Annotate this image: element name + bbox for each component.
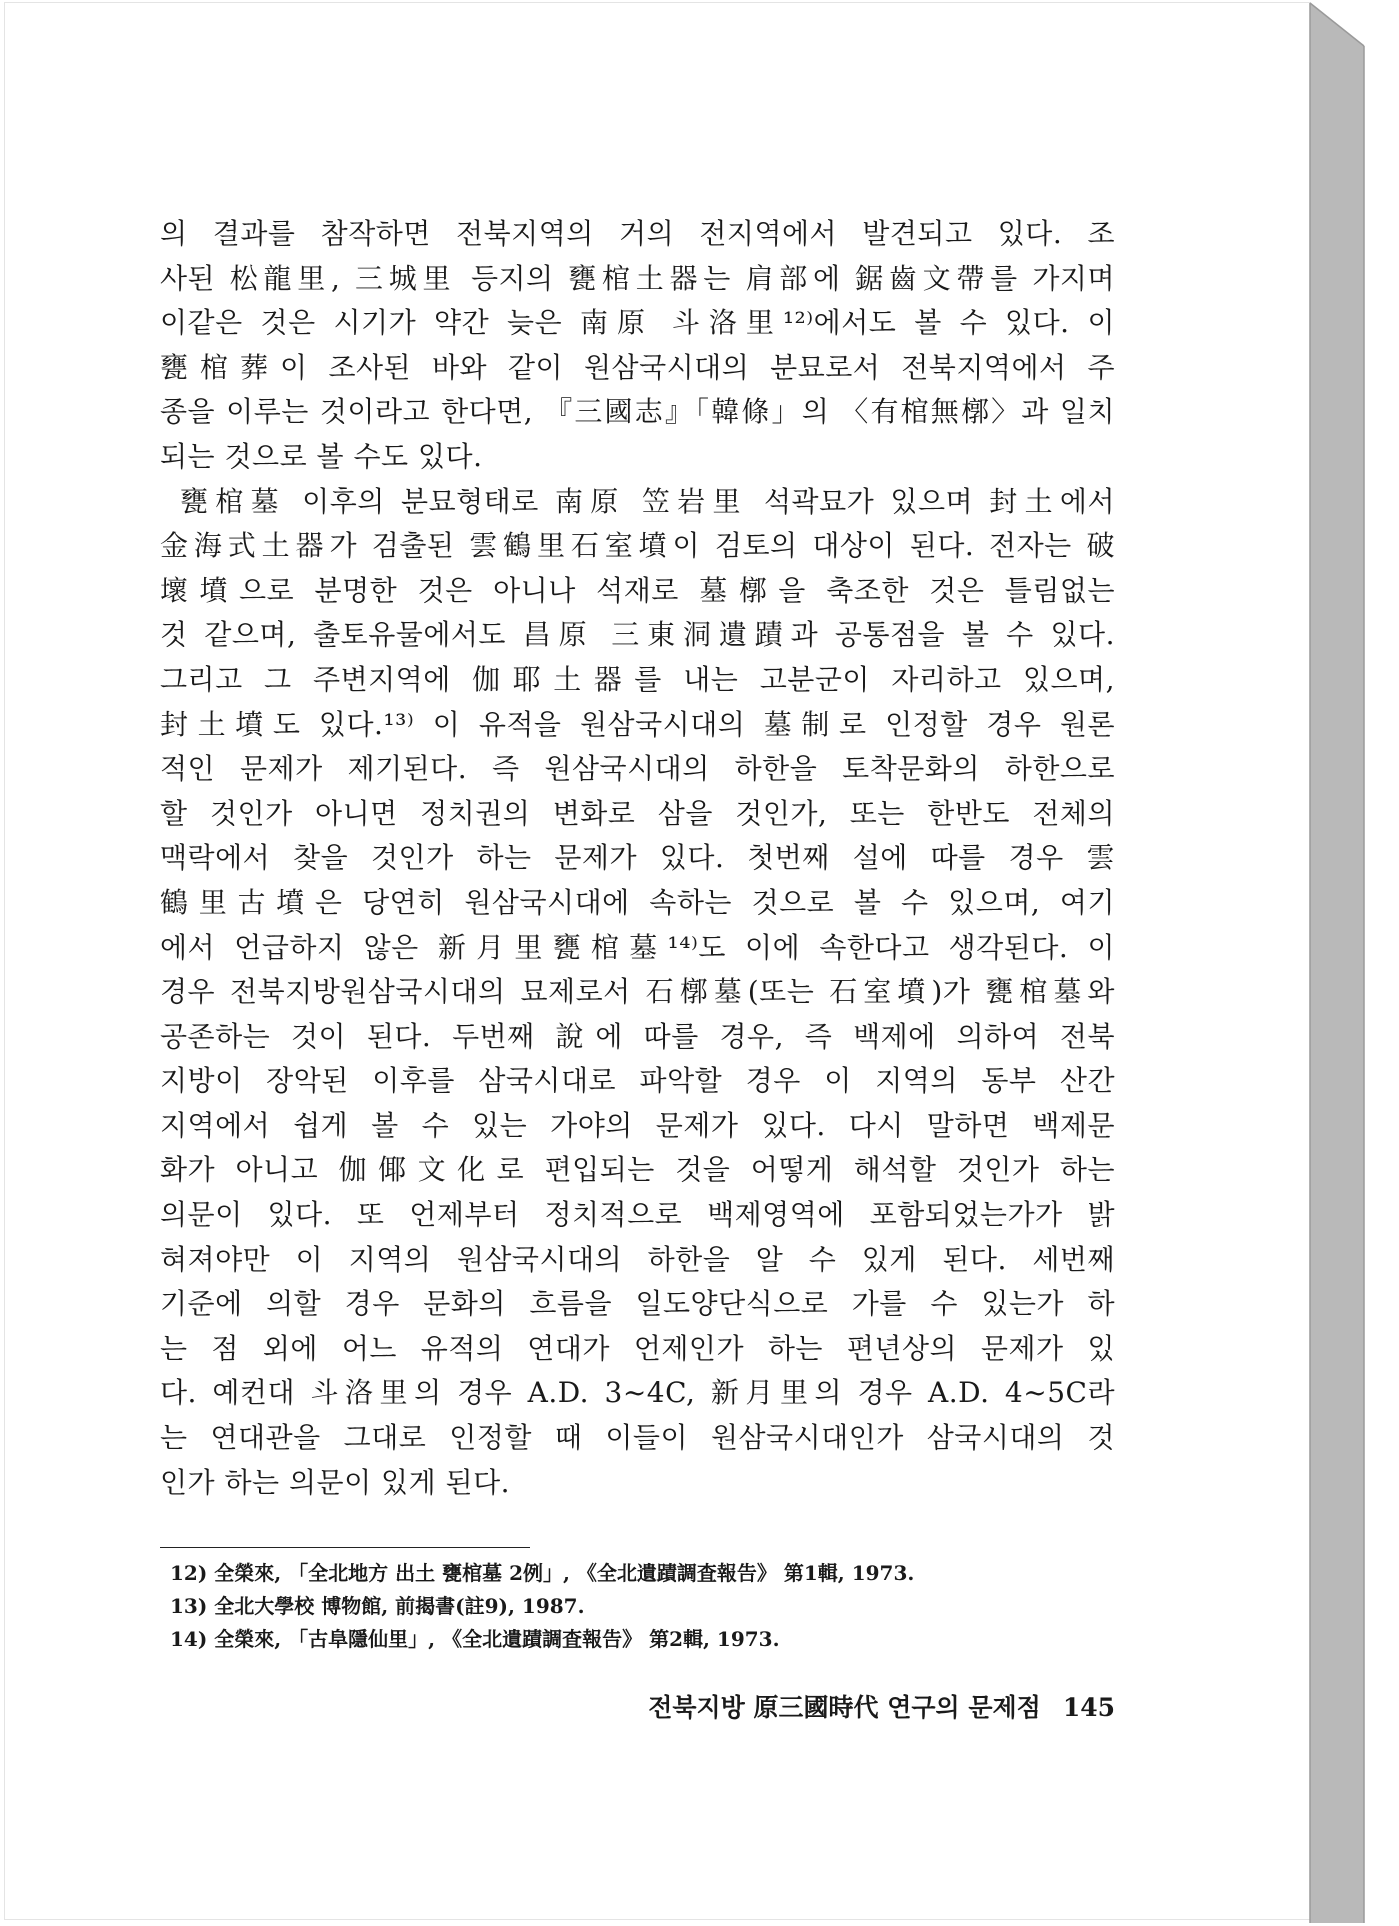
footnote-14: 14) 全榮來, 「古阜隱仙里」, 《全北遺蹟調査報告》 第2輯, 1973. [170, 1627, 780, 1651]
text-line: 공존하는 것이 된다. 두번째 說에 따를 경우, 즉 백제에 의하여 전북 [160, 1019, 1115, 1053]
text-line: 이같은 것은 시기가 약간 늦은 南原 斗洛里¹²⁾에서도 볼 수 있다. 이 [160, 306, 1115, 340]
running-title: 전북지방 原三國時代 연구의 문제점 [648, 1693, 1041, 1722]
body-text [160, 212, 1115, 1505]
text-line: 金海式土器가 검출된 雲鶴里石室墳이 검토의 대상이 된다. 전자는 破 [160, 529, 1115, 563]
text-line: 封土墳도 있다.¹³⁾ 이 유적을 원삼국시대의 墓制로 인정할 경우 원론 [160, 707, 1115, 741]
footnote-13: 13) 全北大學校 博物館, 前揭書(註9), 1987. [170, 1594, 585, 1618]
text-line: 되는 것으로 볼 수도 있다. [160, 439, 483, 473]
text-line: 鶴里古墳은 당연히 원삼국시대에 속하는 것으로 볼 수 있으며, 여기 [160, 885, 1115, 919]
text-line: 그리고 그 주변지역에 伽耶土器를 내는 고분군이 자리하고 있으며, [160, 662, 1115, 696]
text-line: 사된 松龍里, 三城里 등지의 甕棺土器는 肩部에 鋸齒文帶를 가지며 [160, 261, 1115, 295]
paragraph-start-line: 甕棺墓 이후의 분묘형태로 南原 笠岩里 석곽묘가 있으며 封土에서 [180, 484, 1115, 518]
footnote-divider [160, 1547, 530, 1548]
text-line: 혀져야만 이 지역의 원삼국시대의 하한을 알 수 있게 된다. 세번째 [160, 1242, 1115, 1276]
text-line: 甕棺葬이 조사된 바와 같이 원삼국시대의 분묘로서 전북지역에서 주 [160, 350, 1115, 384]
text-line: 의 결과를 참작하면 전북지역의 거의 전지역에서 발견되고 있다. 조 [160, 217, 1115, 250]
text-line: 壞墳으로 분명한 것은 아니나 석재로 墓槨을 축조한 것은 틀림없는 [160, 573, 1115, 607]
text-line: 적인 문제가 제기된다. 즉 원삼국시대의 하한을 토착문화의 하한으로 [160, 752, 1115, 786]
text-line: 화가 아니고 伽倻文化로 편입되는 것을 어떻게 해석할 것인가 하는 [160, 1153, 1115, 1187]
text-line: 는 점 외에 어느 유적의 연대가 언제인가 하는 편년상의 문제가 있 [160, 1331, 1115, 1365]
running-footer [590, 1688, 1115, 1724]
page-number: 145 [1062, 1693, 1115, 1722]
text-line: 경우 전북지방원삼국시대의 묘제로서 石槨墓(또는 石室墳)가 甕棺墓와 [160, 975, 1115, 1009]
text-line: 다. 예컨대 斗洛里의 경우 A.D. 3~4C, 新月里의 경우 A.D. 4~5C라 [160, 1376, 1115, 1410]
footnotes [170, 1557, 1070, 1656]
text-line: 에서 언급하지 않은 新月里甕棺墓¹⁴⁾도 이에 속한다고 생각된다. 이 [160, 930, 1115, 964]
text-line: 인가 하는 의문이 있게 된다. [160, 1465, 511, 1499]
text-line: 것 같으며, 출토유물에서도 昌原 三東洞遺蹟과 공통점을 볼 수 있다. [160, 618, 1115, 652]
text-line: 기준에 의할 경우 문화의 흐름을 일도양단식으로 가를 수 있는가 하 [160, 1287, 1115, 1321]
text-line: 맥락에서 찾을 것인가 하는 문제가 있다. 첫번째 설에 따를 경우 雲 [160, 841, 1115, 875]
page-edge-side [1310, 3, 1364, 1923]
text-line: 지방이 장악된 이후를 삼국시대로 파악할 경우 이 지역의 동부 산간 [160, 1064, 1115, 1098]
text-line: 할 것인가 아니면 정치권의 변화로 삼을 것인가, 또는 한반도 전체의 [160, 796, 1115, 830]
footnote-12: 12) 全榮來, 「全北地方 出土 甕棺墓 2例」, 《全北遺蹟調査報告》 第1輯, 1973. [170, 1561, 915, 1585]
text-line: 지역에서 쉽게 볼 수 있는 가야의 문제가 있다. 다시 말하면 백제문 [160, 1108, 1115, 1142]
text-line: 의문이 있다. 또 언제부터 정치적으로 백제영역에 포함되었는가가 밝 [160, 1198, 1115, 1232]
text-line: 는 연대관을 그대로 인정할 때 이들이 원삼국시대인가 삼국시대의 것 [160, 1421, 1115, 1455]
text-line: 종을 이루는 것이라고 한다면, 『三國志』「韓條」의 〈有棺無槨〉과 일치 [160, 395, 1115, 429]
